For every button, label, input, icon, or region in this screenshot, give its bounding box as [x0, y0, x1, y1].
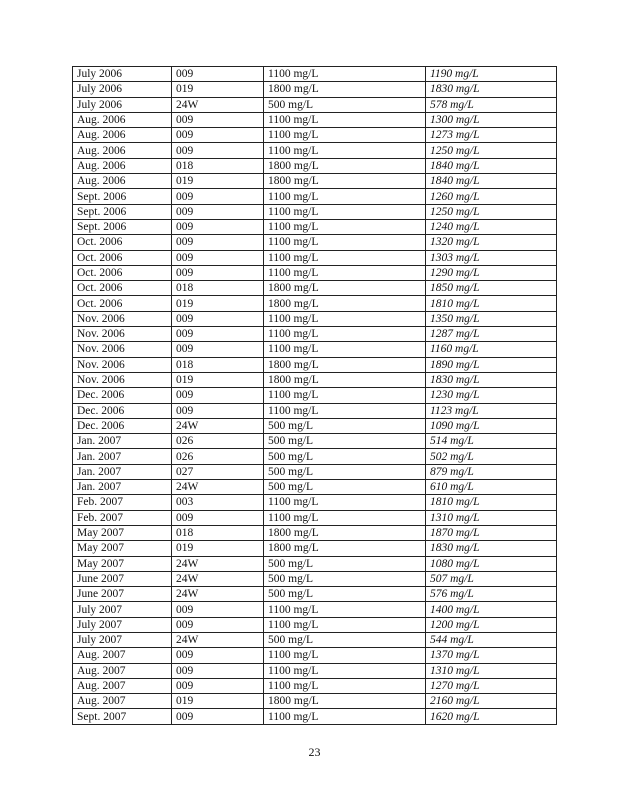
outfall-cell: 009	[172, 250, 264, 265]
reported-value-cell: 1370 mg/L	[426, 648, 557, 663]
date-cell: July 2007	[73, 617, 172, 632]
table-row	[73, 464, 557, 479]
outfall-cell: 018	[172, 158, 264, 173]
date-cell: Jan. 2007	[73, 480, 172, 495]
outfall-cell: 24W	[172, 587, 264, 602]
outfall-cell: 003	[172, 495, 264, 510]
date-cell: May 2007	[73, 556, 172, 571]
reported-value-cell: 879 mg/L	[426, 464, 557, 479]
table-row	[73, 342, 557, 357]
table-row	[73, 82, 557, 97]
reported-value-cell: 1350 mg/L	[426, 311, 557, 326]
reported-value-cell: 1190 mg/L	[426, 67, 557, 82]
date-cell: Sept. 2006	[73, 204, 172, 219]
reported-value-cell: 1300 mg/L	[426, 112, 557, 127]
outfall-cell: 019	[172, 174, 264, 189]
reported-value-cell: 1160 mg/L	[426, 342, 557, 357]
outfall-cell: 018	[172, 357, 264, 372]
table-row	[73, 556, 557, 571]
date-cell: Jan. 2007	[73, 449, 172, 464]
date-cell: Dec. 2006	[73, 388, 172, 403]
table-row	[73, 235, 557, 250]
reported-value-cell: 1830 mg/L	[426, 541, 557, 556]
limit-cell: 500 mg/L	[264, 587, 426, 602]
limit-cell: 1100 mg/L	[264, 327, 426, 342]
table-row	[73, 525, 557, 540]
reported-value-cell: 1310 mg/L	[426, 663, 557, 678]
reported-value-cell: 1090 mg/L	[426, 418, 557, 433]
reported-value-cell: 1810 mg/L	[426, 495, 557, 510]
date-cell: Nov. 2006	[73, 327, 172, 342]
outfall-cell: 019	[172, 82, 264, 97]
date-cell: May 2007	[73, 541, 172, 556]
reported-value-cell: 1400 mg/L	[426, 602, 557, 617]
reported-value-cell: 576 mg/L	[426, 587, 557, 602]
limit-cell: 1100 mg/L	[264, 403, 426, 418]
outfall-cell: 009	[172, 663, 264, 678]
date-cell: Nov. 2006	[73, 357, 172, 372]
reported-value-cell: 1080 mg/L	[426, 556, 557, 571]
limit-cell: 1100 mg/L	[264, 510, 426, 525]
outfall-cell: 009	[172, 189, 264, 204]
limit-cell: 1800 mg/L	[264, 541, 426, 556]
table-row	[73, 648, 557, 663]
limit-cell: 1800 mg/L	[264, 525, 426, 540]
table-row	[73, 587, 557, 602]
date-cell: July 2007	[73, 602, 172, 617]
reported-value-cell: 1850 mg/L	[426, 281, 557, 296]
limit-cell: 1100 mg/L	[264, 311, 426, 326]
limit-cell: 1100 mg/L	[264, 250, 426, 265]
table-row	[73, 418, 557, 433]
reported-value-cell: 1620 mg/L	[426, 709, 557, 724]
date-cell: July 2007	[73, 632, 172, 647]
reported-value-cell: 1303 mg/L	[426, 250, 557, 265]
table-row	[73, 510, 557, 525]
table-row	[73, 449, 557, 464]
table-row	[73, 189, 557, 204]
reported-value-cell: 1810 mg/L	[426, 296, 557, 311]
limit-cell: 500 mg/L	[264, 556, 426, 571]
outfall-cell: 009	[172, 327, 264, 342]
limit-cell: 1100 mg/L	[264, 143, 426, 158]
reported-value-cell: 1890 mg/L	[426, 357, 557, 372]
outfall-cell: 009	[172, 388, 264, 403]
reported-value-cell: 1870 mg/L	[426, 525, 557, 540]
date-cell: Jan. 2007	[73, 434, 172, 449]
limit-cell: 1100 mg/L	[264, 388, 426, 403]
date-cell: Feb. 2007	[73, 510, 172, 525]
date-cell: June 2007	[73, 587, 172, 602]
outfall-cell: 026	[172, 434, 264, 449]
table-row	[73, 663, 557, 678]
table-row	[73, 67, 557, 82]
outfall-cell: 027	[172, 464, 264, 479]
date-cell: Jan. 2007	[73, 464, 172, 479]
reported-value-cell: 1830 mg/L	[426, 372, 557, 387]
outfall-cell: 018	[172, 281, 264, 296]
date-cell: Dec. 2006	[73, 403, 172, 418]
date-cell: Dec. 2006	[73, 418, 172, 433]
outfall-cell: 019	[172, 541, 264, 556]
outfall-cell: 009	[172, 112, 264, 127]
table-row	[73, 174, 557, 189]
outfall-cell: 009	[172, 617, 264, 632]
limit-cell: 500 mg/L	[264, 480, 426, 495]
date-cell: Aug. 2006	[73, 143, 172, 158]
outfall-cell: 019	[172, 694, 264, 709]
limit-cell: 500 mg/L	[264, 571, 426, 586]
date-cell: July 2006	[73, 82, 172, 97]
outfall-cell: 009	[172, 67, 264, 82]
limit-cell: 1100 mg/L	[264, 235, 426, 250]
outfall-cell: 24W	[172, 480, 264, 495]
limit-cell: 1100 mg/L	[264, 265, 426, 280]
limit-cell: 500 mg/L	[264, 418, 426, 433]
outfall-cell: 009	[172, 342, 264, 357]
reported-value-cell: 1287 mg/L	[426, 327, 557, 342]
limit-cell: 1100 mg/L	[264, 495, 426, 510]
reported-value-cell: 1840 mg/L	[426, 174, 557, 189]
table-row	[73, 128, 557, 143]
date-cell: Aug. 2006	[73, 128, 172, 143]
table-row	[73, 495, 557, 510]
date-cell: Sept. 2007	[73, 709, 172, 724]
outfall-cell: 24W	[172, 556, 264, 571]
limit-cell: 500 mg/L	[264, 434, 426, 449]
reported-value-cell: 1200 mg/L	[426, 617, 557, 632]
limit-cell: 500 mg/L	[264, 97, 426, 112]
table-row	[73, 219, 557, 234]
page-number: 23	[308, 745, 321, 759]
outfall-cell: 009	[172, 128, 264, 143]
date-cell: Feb. 2007	[73, 495, 172, 510]
table-row	[73, 311, 557, 326]
date-cell: June 2007	[73, 571, 172, 586]
reported-value-cell: 610 mg/L	[426, 480, 557, 495]
outfall-cell: 24W	[172, 418, 264, 433]
reported-value-cell: 502 mg/L	[426, 449, 557, 464]
date-cell: Oct. 2006	[73, 296, 172, 311]
table-row	[73, 632, 557, 647]
table-row	[73, 617, 557, 632]
limit-cell: 500 mg/L	[264, 464, 426, 479]
date-cell: Nov. 2006	[73, 342, 172, 357]
table-row	[73, 678, 557, 693]
table-row	[73, 602, 557, 617]
date-cell: Nov. 2006	[73, 372, 172, 387]
limit-cell: 1800 mg/L	[264, 158, 426, 173]
outfall-cell: 019	[172, 372, 264, 387]
limit-cell: 1800 mg/L	[264, 296, 426, 311]
table-row	[73, 265, 557, 280]
date-cell: Nov. 2006	[73, 311, 172, 326]
limit-cell: 1100 mg/L	[264, 663, 426, 678]
outfall-cell: 24W	[172, 632, 264, 647]
outfall-cell: 019	[172, 296, 264, 311]
limit-cell: 1800 mg/L	[264, 357, 426, 372]
outfall-cell: 009	[172, 204, 264, 219]
limit-cell: 1800 mg/L	[264, 372, 426, 387]
outfall-cell: 009	[172, 648, 264, 663]
outfall-cell: 24W	[172, 97, 264, 112]
table-row	[73, 480, 557, 495]
date-cell: July 2006	[73, 97, 172, 112]
outfall-cell: 009	[172, 602, 264, 617]
table-row	[73, 403, 557, 418]
reported-value-cell: 514 mg/L	[426, 434, 557, 449]
table-body	[73, 67, 557, 725]
table-row	[73, 694, 557, 709]
reported-value-cell: 1270 mg/L	[426, 678, 557, 693]
table-row	[73, 434, 557, 449]
outfall-cell: 009	[172, 709, 264, 724]
reported-value-cell: 507 mg/L	[426, 571, 557, 586]
date-cell: Sept. 2006	[73, 189, 172, 204]
reported-value-cell: 1123 mg/L	[426, 403, 557, 418]
outfall-cell: 009	[172, 235, 264, 250]
table-row	[73, 388, 557, 403]
limit-cell: 1100 mg/L	[264, 342, 426, 357]
reported-value-cell: 1320 mg/L	[426, 235, 557, 250]
limit-cell: 1100 mg/L	[264, 112, 426, 127]
date-cell: May 2007	[73, 525, 172, 540]
outfall-cell: 009	[172, 219, 264, 234]
outfall-cell: 009	[172, 510, 264, 525]
table-row	[73, 327, 557, 342]
reported-value-cell: 2160 mg/L	[426, 694, 557, 709]
table-row	[73, 571, 557, 586]
outfall-cell: 24W	[172, 571, 264, 586]
limit-cell: 500 mg/L	[264, 449, 426, 464]
violations-table	[72, 66, 557, 725]
date-cell: Oct. 2006	[73, 235, 172, 250]
date-cell: Aug. 2007	[73, 648, 172, 663]
limit-cell: 1800 mg/L	[264, 82, 426, 97]
table-row	[73, 541, 557, 556]
table-row	[73, 112, 557, 127]
date-cell: Oct. 2006	[73, 265, 172, 280]
date-cell: Aug. 2007	[73, 678, 172, 693]
reported-value-cell: 1240 mg/L	[426, 219, 557, 234]
reported-value-cell: 578 mg/L	[426, 97, 557, 112]
table-row	[73, 709, 557, 724]
limit-cell: 1100 mg/L	[264, 617, 426, 632]
limit-cell: 1100 mg/L	[264, 602, 426, 617]
reported-value-cell: 1830 mg/L	[426, 82, 557, 97]
date-cell: Aug. 2007	[73, 694, 172, 709]
table-row	[73, 281, 557, 296]
table-row	[73, 372, 557, 387]
date-cell: Aug. 2006	[73, 112, 172, 127]
table-row	[73, 296, 557, 311]
outfall-cell: 009	[172, 311, 264, 326]
limit-cell: 1800 mg/L	[264, 281, 426, 296]
reported-value-cell: 1260 mg/L	[426, 189, 557, 204]
limit-cell: 1100 mg/L	[264, 648, 426, 663]
limit-cell: 1100 mg/L	[264, 709, 426, 724]
reported-value-cell: 1250 mg/L	[426, 204, 557, 219]
outfall-cell: 009	[172, 678, 264, 693]
date-cell: Aug. 2006	[73, 174, 172, 189]
date-cell: Oct. 2006	[73, 250, 172, 265]
date-cell: Sept. 2006	[73, 219, 172, 234]
limit-cell: 1100 mg/L	[264, 128, 426, 143]
reported-value-cell: 1273 mg/L	[426, 128, 557, 143]
date-cell: Aug. 2006	[73, 158, 172, 173]
table-row	[73, 158, 557, 173]
date-cell: Oct. 2006	[73, 281, 172, 296]
limit-cell: 1100 mg/L	[264, 189, 426, 204]
reported-value-cell: 1310 mg/L	[426, 510, 557, 525]
outfall-cell: 009	[172, 265, 264, 280]
outfall-cell: 018	[172, 525, 264, 540]
limit-cell: 1100 mg/L	[264, 67, 426, 82]
limit-cell: 500 mg/L	[264, 632, 426, 647]
reported-value-cell: 1290 mg/L	[426, 265, 557, 280]
reported-value-cell: 1230 mg/L	[426, 388, 557, 403]
limit-cell: 1100 mg/L	[264, 678, 426, 693]
table-row	[73, 143, 557, 158]
date-cell: Aug. 2007	[73, 663, 172, 678]
reported-value-cell: 1840 mg/L	[426, 158, 557, 173]
table-row	[73, 357, 557, 372]
outfall-cell: 026	[172, 449, 264, 464]
date-cell: July 2006	[73, 67, 172, 82]
limit-cell: 1800 mg/L	[264, 174, 426, 189]
reported-value-cell: 544 mg/L	[426, 632, 557, 647]
limit-cell: 1800 mg/L	[264, 694, 426, 709]
outfall-cell: 009	[172, 143, 264, 158]
table-row	[73, 204, 557, 219]
table-row	[73, 250, 557, 265]
reported-value-cell: 1250 mg/L	[426, 143, 557, 158]
limit-cell: 1100 mg/L	[264, 219, 426, 234]
table-row	[73, 97, 557, 112]
outfall-cell: 009	[172, 403, 264, 418]
limit-cell: 1100 mg/L	[264, 204, 426, 219]
